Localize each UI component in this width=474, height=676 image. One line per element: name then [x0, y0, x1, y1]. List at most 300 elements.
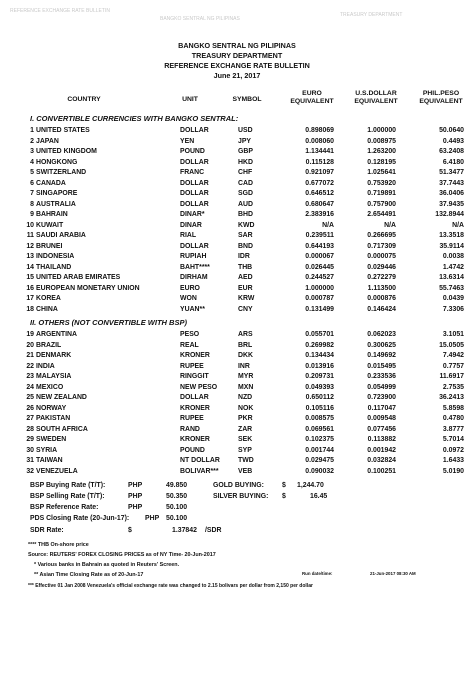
row-symbol: MXN	[238, 383, 254, 391]
row-symbol: MYR	[238, 373, 254, 380]
row-usd: 0.146424	[367, 305, 396, 313]
row-number: 27	[26, 415, 34, 422]
row-euro: 0.000067	[305, 253, 334, 260]
bsp-reference-label: BSP Reference Rate:	[30, 504, 99, 511]
row-symbol: IDR	[238, 253, 250, 260]
row-unit: DIRHAM	[180, 274, 208, 281]
row-symbol: USD	[238, 127, 253, 134]
row-unit: KRONER	[180, 436, 210, 443]
col-euro-line2: EQUIVALENT	[290, 97, 334, 105]
row-php: 5.0190	[442, 467, 464, 475]
row-unit: PESO	[180, 331, 200, 338]
bsp-selling-label: BSP Selling Rate (T/T):	[30, 493, 105, 500]
run-date-label: Run date/time:	[302, 571, 333, 576]
row-php: 0.7757	[442, 362, 464, 370]
row-number: 3	[30, 148, 34, 155]
row-country: HONGKONG	[36, 158, 78, 166]
row-php: 35.9114	[439, 242, 464, 250]
row-country: BRUNEI	[36, 242, 63, 250]
row-symbol: AUD	[238, 200, 253, 208]
row-euro: 0.000787	[305, 295, 334, 302]
row-php: 15.0505	[439, 341, 464, 349]
table-row	[0, 242, 474, 252]
pds-closing-label: PDS Closing Rate (20-Jun-17):	[30, 515, 130, 522]
row-unit: POUND	[180, 148, 205, 155]
row-country: SWEDEN	[36, 436, 67, 443]
row-unit: RIAL	[180, 232, 197, 239]
table-row	[0, 231, 474, 241]
row-php: 11.6917	[439, 373, 464, 380]
row-country: INDONESIA	[36, 253, 75, 260]
row-usd: 2.654491	[367, 211, 396, 218]
bsp-reference-currency: PHP	[128, 504, 143, 511]
row-number: 12	[26, 242, 34, 250]
row-number: 7	[30, 190, 34, 197]
row-country: BAHRAIN	[36, 211, 68, 218]
col-php	[410, 90, 472, 105]
table-row	[0, 414, 474, 424]
bleed-through-text: BANGKO SENTRAL NG PILIPINAS	[160, 16, 240, 22]
row-php: 7.3306	[442, 305, 464, 313]
row-php: 5.8598	[442, 404, 464, 412]
row-number: 15	[26, 274, 34, 281]
department: TREASURY DEPARTMENT	[191, 51, 283, 60]
row-php: 63.2408	[439, 148, 464, 155]
row-symbol: KWD	[238, 221, 255, 229]
table-row	[0, 252, 474, 262]
row-symbol: ARS	[238, 331, 253, 338]
row-usd: 0.272279	[367, 274, 396, 281]
table-row	[0, 362, 474, 372]
col-euro-line1: EURO	[302, 90, 322, 97]
row-number: 1	[30, 127, 34, 134]
row-unit: RAND	[180, 425, 200, 433]
table-row	[0, 330, 474, 340]
row-number: 32	[26, 467, 34, 475]
row-euro: 0.650112	[305, 394, 334, 401]
row-php: 1.6433	[442, 457, 464, 464]
col-euro	[282, 90, 342, 105]
row-unit: RUPIAH	[180, 253, 207, 260]
row-country: NORWAY	[36, 404, 67, 412]
row-symbol: CAD	[238, 179, 253, 187]
table-row	[0, 446, 474, 456]
row-usd: 0.062023	[367, 331, 396, 338]
row-usd: 0.149692	[367, 352, 396, 359]
row-usd: 0.077456	[367, 425, 396, 433]
row-country: PAKISTAN	[36, 415, 71, 422]
row-number: 6	[30, 179, 34, 187]
sdr-unit: /SDR	[205, 527, 222, 534]
row-euro: 2.383916	[305, 211, 334, 218]
row-usd: 0.032824	[367, 457, 396, 464]
row-symbol: PKR	[238, 415, 253, 422]
col-usd-line2: EQUIVALENT	[354, 97, 398, 105]
row-php: 55.7463	[439, 284, 464, 292]
row-country: NEW ZEALAND	[36, 394, 87, 401]
row-number: 16	[26, 284, 34, 292]
row-euro: 0.029475	[305, 457, 334, 464]
silver-value: 16.45	[310, 493, 328, 500]
row-usd: 0.717309	[367, 242, 396, 250]
row-country: UNITED STATES	[36, 127, 90, 134]
row-unit: REAL	[180, 341, 199, 349]
table-row	[0, 294, 474, 304]
bsp-selling-value: 50.350	[166, 493, 188, 500]
table-row	[0, 404, 474, 414]
note-thb: **** THB On-shore price	[28, 542, 89, 548]
row-number: 9	[30, 211, 34, 218]
row-usd: 1.263200	[367, 148, 396, 155]
row-country: BRAZIL	[36, 341, 62, 349]
row-usd: 0.266695	[367, 232, 396, 239]
row-usd: 0.054999	[367, 383, 396, 391]
table-row	[0, 221, 474, 231]
table-row	[0, 210, 474, 220]
row-unit: DOLLAR	[180, 190, 209, 197]
row-php: 7.4942	[442, 352, 464, 359]
row-euro: 0.209731	[305, 373, 334, 380]
table-row	[0, 393, 474, 403]
table-row	[0, 425, 474, 435]
row-euro: 0.644193	[305, 242, 334, 250]
row-unit: DINAR	[180, 221, 202, 229]
pds-closing-currency: PHP	[145, 515, 160, 522]
bulletin-date: June 21, 2017	[213, 71, 261, 80]
gold-label: GOLD BUYING:	[213, 482, 264, 489]
row-euro: 0.026445	[305, 263, 334, 271]
row-unit: DOLLAR	[180, 127, 209, 134]
silver-label: SILVER BUYING:	[213, 493, 269, 500]
row-number: 29	[26, 436, 34, 443]
row-number: 19	[26, 331, 34, 338]
row-symbol: AED	[238, 274, 253, 281]
pds-closing-value: 50.100	[166, 515, 188, 522]
row-euro: 0.008060	[305, 137, 334, 145]
row-php: 0.4780	[442, 415, 464, 422]
row-country: KUWAIT	[36, 221, 64, 229]
row-country: SOUTH AFRICA	[36, 425, 88, 433]
table-row	[0, 372, 474, 382]
note-source: Source: REUTERS' FOREX CLOSING PRICES as of NY Time- 20-Jun-2017	[28, 552, 216, 558]
row-php: 0.4493	[442, 137, 464, 145]
table-row	[0, 189, 474, 199]
row-php: 13.6314	[439, 274, 464, 281]
row-number: 4	[30, 158, 34, 166]
row-symbol: NOK	[238, 404, 254, 412]
table-row	[0, 467, 474, 477]
row-usd: 0.233536	[367, 373, 396, 380]
row-php: 5.7014	[442, 436, 464, 443]
row-usd: 0.100251	[367, 467, 396, 475]
row-country: ARGENTINA	[36, 331, 77, 338]
bulletin-title: REFERENCE EXCHANGE RATE BULLETIN	[164, 61, 310, 70]
sdr-label: SDR Rate:	[30, 527, 64, 534]
table-row	[0, 126, 474, 136]
bleed-through-text: TREASURY DEPARTMENT	[340, 12, 403, 18]
row-unit: YEN	[180, 137, 195, 145]
row-usd: 0.723900	[367, 394, 396, 401]
row-euro: 0.269982	[305, 341, 334, 349]
bsp-selling-currency: PHP	[128, 493, 143, 500]
row-country: SYRIA	[36, 446, 58, 454]
row-php: 36.0406	[439, 190, 464, 197]
row-country: UNITED KINGDOM	[36, 148, 97, 155]
col-php-line2: EQUIVALENT	[419, 97, 463, 105]
row-country: UNITED ARAB EMIRATES	[36, 274, 121, 281]
row-usd: 0.008975	[367, 137, 396, 145]
row-euro: 0.102375	[305, 436, 334, 443]
row-number: 25	[26, 394, 34, 401]
row-symbol: NZD	[238, 394, 253, 401]
col-country: COUNTRY	[67, 96, 101, 103]
row-euro: 0.008575	[305, 415, 334, 422]
row-number: 22	[26, 362, 34, 370]
row-country: EUROPEAN MONETARY UNION	[36, 284, 140, 292]
row-symbol: ZAR	[238, 425, 253, 433]
row-number: 31	[26, 457, 34, 464]
row-euro: 0.239511	[305, 232, 334, 239]
row-usd: 0.029446	[367, 263, 396, 271]
row-number: 23	[26, 373, 34, 380]
row-number: 10	[26, 221, 34, 229]
row-country: SWITZERLAND	[36, 169, 87, 176]
table-row	[0, 200, 474, 210]
row-number: 30	[26, 446, 34, 454]
row-country: MALAYSIA	[36, 373, 72, 380]
row-country: VENEZUELA	[36, 467, 78, 475]
row-country: AUSTRALIA	[36, 200, 76, 208]
row-euro: 0.244527	[305, 274, 334, 281]
row-euro: 0.105116	[305, 404, 334, 412]
row-country: JAPAN	[36, 137, 59, 145]
row-symbol: BHD	[238, 211, 253, 218]
table-row	[0, 168, 474, 178]
table-row	[0, 147, 474, 157]
col-usd-line1: U.S.DOLLAR	[355, 90, 397, 97]
row-euro: 0.013916	[305, 362, 334, 370]
row-symbol: SGD	[238, 190, 253, 197]
row-symbol: EUR	[238, 284, 253, 292]
row-number: 20	[26, 341, 34, 349]
gold-value: 1,244.70	[297, 482, 324, 489]
row-usd: 0.015495	[367, 362, 396, 370]
gold-currency: $	[282, 482, 286, 489]
row-usd: 0.009548	[367, 415, 396, 422]
row-symbol: HKD	[238, 158, 253, 166]
row-country: MEXICO	[36, 383, 64, 391]
row-symbol: SEK	[238, 436, 253, 443]
row-unit: DOLLAR	[180, 158, 209, 166]
col-symbol: SYMBOL	[232, 96, 262, 103]
row-symbol: BND	[238, 242, 253, 250]
row-unit: WON	[180, 295, 197, 302]
row-number: 11	[26, 232, 34, 239]
row-euro: 0.069561	[305, 425, 334, 433]
row-euro: 0.001744	[305, 446, 334, 454]
row-usd: 1.025641	[367, 169, 396, 176]
row-euro: 0.921097	[305, 169, 334, 176]
row-euro: 0.134434	[305, 352, 334, 359]
row-country: CANADA	[36, 179, 66, 187]
row-usd: 0.000876	[367, 295, 396, 302]
row-php: 3.1051	[442, 331, 464, 338]
sdr-value: 1.37842	[172, 527, 197, 534]
row-php: 132.8944	[435, 211, 464, 218]
row-usd: 0.719891	[367, 190, 396, 197]
row-php: 2.7535	[442, 383, 464, 391]
row-unit: DOLLAR	[180, 242, 209, 250]
run-date-stamp: 21-Jun-2017 08:30 AM	[370, 571, 416, 576]
org-name: BANGKO SENTRAL NG PILIPINAS	[178, 41, 296, 50]
row-usd: 0.300625	[367, 341, 396, 349]
row-usd: 1.000000	[367, 127, 396, 134]
row-number: 8	[30, 200, 34, 208]
row-php: 37.9435	[439, 200, 464, 208]
table-row	[0, 383, 474, 393]
bsp-buying-value: 49.850	[166, 482, 188, 489]
row-euro: 0.677072	[305, 179, 334, 187]
row-symbol: CNY	[238, 305, 253, 313]
note-asian-time: ** Asian Time Closing Rate as of 20-Jun-17	[34, 572, 144, 578]
table-row	[0, 158, 474, 168]
row-number: 28	[26, 425, 34, 433]
row-usd: N/A	[384, 221, 396, 229]
row-country: INDIA	[36, 362, 55, 370]
row-symbol: JPY	[238, 137, 252, 145]
row-unit: BOLIVAR***	[180, 467, 219, 475]
row-unit: NEW PESO	[180, 383, 218, 391]
row-symbol: DKK	[238, 352, 253, 359]
row-usd: 0.128195	[367, 158, 396, 166]
row-symbol: THB	[238, 263, 253, 271]
row-number: 2	[30, 137, 34, 145]
row-symbol: INR	[238, 362, 250, 370]
row-euro: 1.000000	[305, 284, 334, 292]
row-usd: 1.113500	[367, 284, 396, 292]
table-row	[0, 351, 474, 361]
row-php: 6.4180	[442, 158, 464, 166]
bleed-through-text: REFERENCE EXCHANGE RATE BULLETIN	[10, 8, 110, 14]
row-symbol: TWD	[238, 457, 254, 464]
row-number: 18	[26, 305, 34, 313]
bsp-reference-value: 50.100	[166, 504, 188, 511]
row-symbol: BRL	[238, 341, 253, 349]
row-unit: POUND	[180, 446, 205, 454]
row-unit: RINGGIT	[180, 373, 209, 380]
row-number: 17	[26, 295, 34, 302]
row-country: SAUDI ARABIA	[36, 232, 86, 239]
row-usd: 0.000075	[367, 253, 396, 260]
row-symbol: GBP	[238, 148, 253, 155]
row-unit: RUPEE	[180, 362, 204, 370]
note-bahrain: * Various banks in Bahrain as quoted in Reuters' Screen.	[34, 562, 180, 568]
row-php: 0.0972	[442, 446, 464, 454]
row-symbol: SYP	[238, 446, 252, 454]
row-unit: FRANC	[180, 169, 205, 176]
row-symbol: SAR	[238, 232, 253, 239]
bsp-buying-label: BSP Buying Rate (T/T):	[30, 482, 106, 489]
row-php: 51.3477	[439, 169, 464, 176]
table-row	[0, 137, 474, 147]
bsp-buying-currency: PHP	[128, 482, 143, 489]
row-usd: 0.757900	[367, 200, 396, 208]
row-php: N/A	[452, 221, 464, 229]
sdr-currency: $	[128, 527, 132, 534]
col-unit: UNIT	[182, 96, 198, 103]
row-country: KOREA	[36, 295, 61, 302]
row-unit: RUPEE	[180, 415, 204, 422]
row-number: 14	[26, 263, 34, 271]
row-euro: 0.898069	[305, 127, 334, 134]
row-country: DENMARK	[36, 352, 72, 359]
row-unit: DOLLAR	[180, 394, 209, 401]
table-row	[0, 305, 474, 315]
row-unit: DINAR*	[180, 211, 205, 218]
row-php: 37.7443	[439, 179, 464, 187]
row-php: 0.0038	[442, 253, 464, 260]
row-number: 24	[26, 383, 34, 391]
table-row	[0, 435, 474, 445]
row-php: 50.0640	[439, 127, 464, 134]
row-php: 36.2413	[439, 394, 464, 401]
table-row	[0, 284, 474, 294]
row-symbol: CHF	[238, 169, 253, 176]
row-unit: NT DOLLAR	[180, 457, 220, 464]
table-row	[0, 179, 474, 189]
note-venezuela: *** Effective 01 Jan 2008 Venezuela's official exchange rate was changed to 2.15 bolivars per dollar from 2,150 per dollar	[28, 583, 313, 589]
row-php: 3.8777	[442, 425, 464, 433]
row-unit: DOLLAR	[180, 179, 209, 187]
row-php: 0.0439	[442, 295, 464, 302]
row-euro: 0.680647	[305, 200, 334, 208]
row-euro: 0.049393	[305, 383, 334, 391]
row-unit: EURO	[180, 284, 200, 292]
row-unit: KRONER	[180, 404, 210, 412]
table-row	[0, 456, 474, 466]
col-php-line1: PHIL.PESO	[422, 90, 460, 97]
row-usd: 0.001942	[367, 446, 396, 454]
row-country: SINGAPORE	[36, 190, 78, 197]
row-symbol: KRW	[238, 295, 255, 302]
col-usd	[345, 90, 407, 105]
row-usd: 0.113882	[367, 436, 396, 443]
row-symbol: VEB	[238, 467, 253, 475]
table-row	[0, 273, 474, 283]
row-php: 1.4742	[442, 263, 464, 271]
silver-currency: $	[282, 493, 286, 500]
row-euro: 0.115128	[305, 158, 334, 166]
row-euro: 0.090032	[305, 467, 334, 475]
row-usd: 0.117047	[367, 404, 396, 412]
row-unit: BAHT****	[180, 263, 210, 271]
row-number: 21	[26, 352, 34, 359]
row-unit: YUAN**	[180, 305, 205, 313]
section-others-title: II. OTHERS (NOT CONVERTIBLE WITH BSP)	[30, 318, 187, 327]
row-php: 13.3518	[439, 232, 464, 239]
row-number: 26	[26, 404, 34, 412]
row-unit: KRONER	[180, 352, 210, 359]
section-convertible-title: I. CONVERTIBLE CURRENCIES WITH BANGKO SENTRAL:	[30, 114, 239, 123]
row-euro: 0.646512	[305, 190, 334, 197]
row-euro: N/A	[322, 221, 334, 229]
row-country: TAIWAN	[36, 457, 63, 464]
row-euro: 0.055701	[305, 331, 334, 338]
row-euro: 0.131499	[305, 305, 334, 313]
table-row	[0, 263, 474, 273]
row-number: 13	[26, 253, 34, 260]
row-euro: 1.134441	[305, 148, 334, 155]
